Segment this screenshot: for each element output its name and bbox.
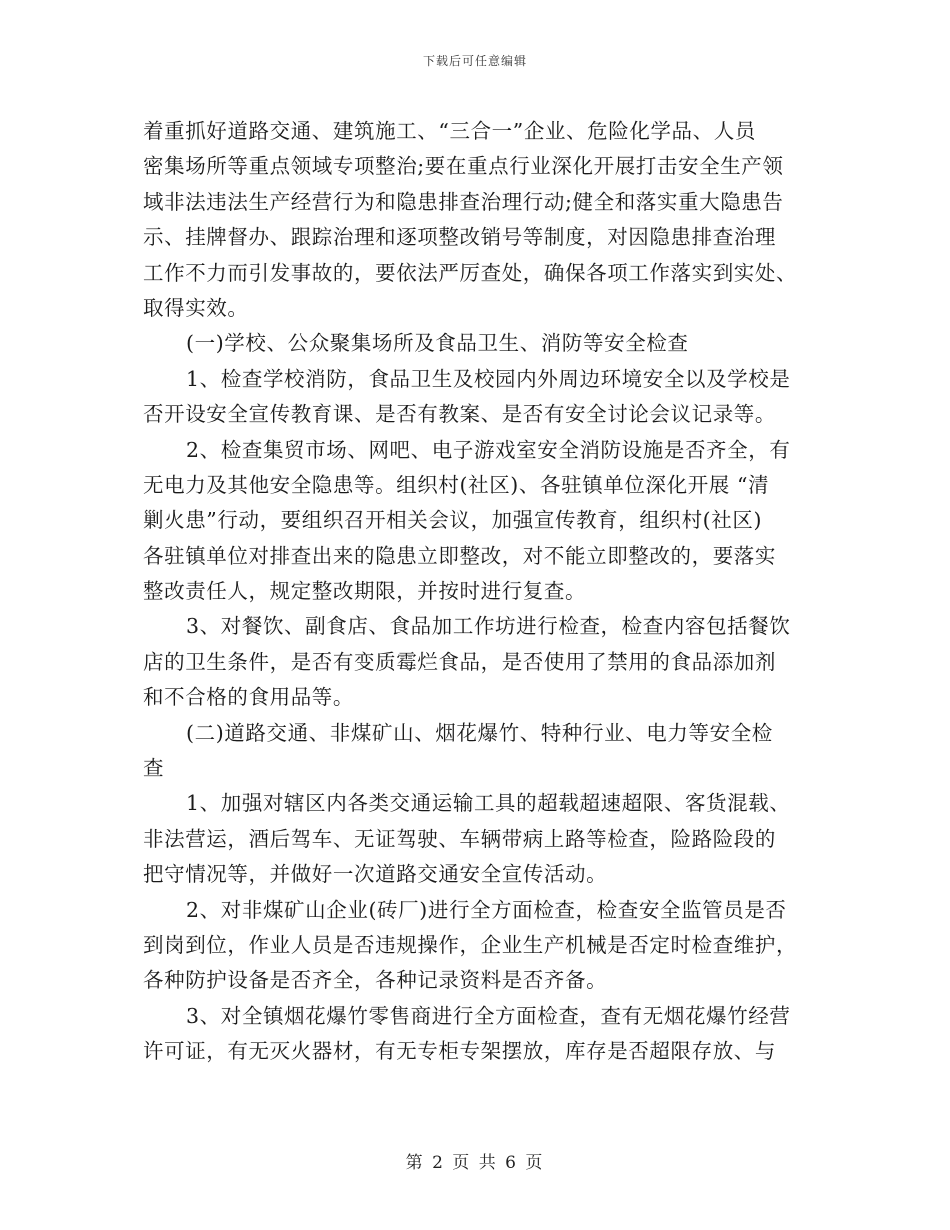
text-line: 3、对全镇烟花爆竹零售商进行全方面检查，查有无烟花爆竹经营 xyxy=(186,1003,791,1028)
section-heading: (二)道路交通、非煤矿山、烟花爆竹、特种行业、电力等安全检 xyxy=(186,720,773,745)
text-line: 和不合格的食用品等。 xyxy=(143,685,354,710)
text-line: 无电力及其他安全隐患等。组织村(社区)、各驻镇单位深化开展 “清 xyxy=(143,472,770,497)
text-line: 把守情况等，并做好一次道路交通安全宣传活动。 xyxy=(143,862,608,887)
text-line: 示、挂牌督办、跟踪治理和逐项整改销号等制度，对因隐患排查治理 xyxy=(143,225,776,250)
text-line: 整改责任人，规定整改期限，并按时进行复查。 xyxy=(143,579,587,604)
text-line: 到岗到位，作业人员是否违规操作，企业生产机械是否定时检查维护， xyxy=(143,932,798,957)
text-line: 1、检查学校消防，食品卫生及校园内外周边环境安全以及学校是 xyxy=(186,366,791,391)
text-line: 3、对餐饮、副食店、食品加工作坊进行检查，检查内容包括餐饮 xyxy=(186,614,791,639)
text-line: 各种防护设备是否齐全，各种记录资料是否齐备。 xyxy=(143,968,608,993)
text-line: 非法营运，酒后驾车、无证驾驶、车辆带病上路等检查，险路险段的 xyxy=(143,826,776,851)
text-line: 剿火患”行动，要组织召开相关会议，加强宣传教育，组织村(社区) xyxy=(143,508,763,533)
text-line: 密集场所等重点领域专项整治;要在重点行业深化开展打击安全生产领 xyxy=(143,154,784,179)
text-line: 否开设安全宣传教育课、是否有教案、是否有安全讨论会议记录等。 xyxy=(143,402,776,427)
text-line: 着重抓好道路交通、建筑施工、“三合一”企业、危险化学品、人员 xyxy=(143,119,756,143)
text-line: 取得实效。 xyxy=(143,295,249,320)
section-heading: (一)学校、公众聚集场所及食品卫生、消防等安全检查 xyxy=(186,331,689,356)
text-line: 工作不力而引发事故的，要依法严厉查处，确保各项工作落实到实处、 xyxy=(143,260,798,285)
text-line: 域非法违法生产经营行为和隐患排查治理行动;健全和落实重大隐患告 xyxy=(143,189,784,214)
text-line: 各驻镇单位对排查出来的隐患立即整改，对不能立即整改的，要落实 xyxy=(143,543,776,568)
document-body xyxy=(143,114,811,1070)
text-line: 许可证，有无灭火器材，有无专柜专架摆放，库存是否超限存放、与 xyxy=(143,1039,776,1064)
page-header: 下载后可任意编辑 xyxy=(422,54,527,68)
text-line: 2、检查集贸市场、网吧、电子游戏室安全消防设施是否齐全，有 xyxy=(186,437,791,462)
text-line: 店的卫生条件，是否有变质霉烂食品，是否使用了禁用的食品添加剂 xyxy=(143,649,776,674)
section-heading-continued: 查 xyxy=(143,756,165,781)
text-line: 1、加强对辖区内各类交通运输工具的超载超速超限、客货混载、 xyxy=(186,791,791,816)
text-line: 2、对非煤矿山企业(砖厂)进行全方面检查，检查安全监管员是否 xyxy=(186,897,787,922)
page-number: 第 2 页 共 6 页 xyxy=(405,1153,545,1173)
